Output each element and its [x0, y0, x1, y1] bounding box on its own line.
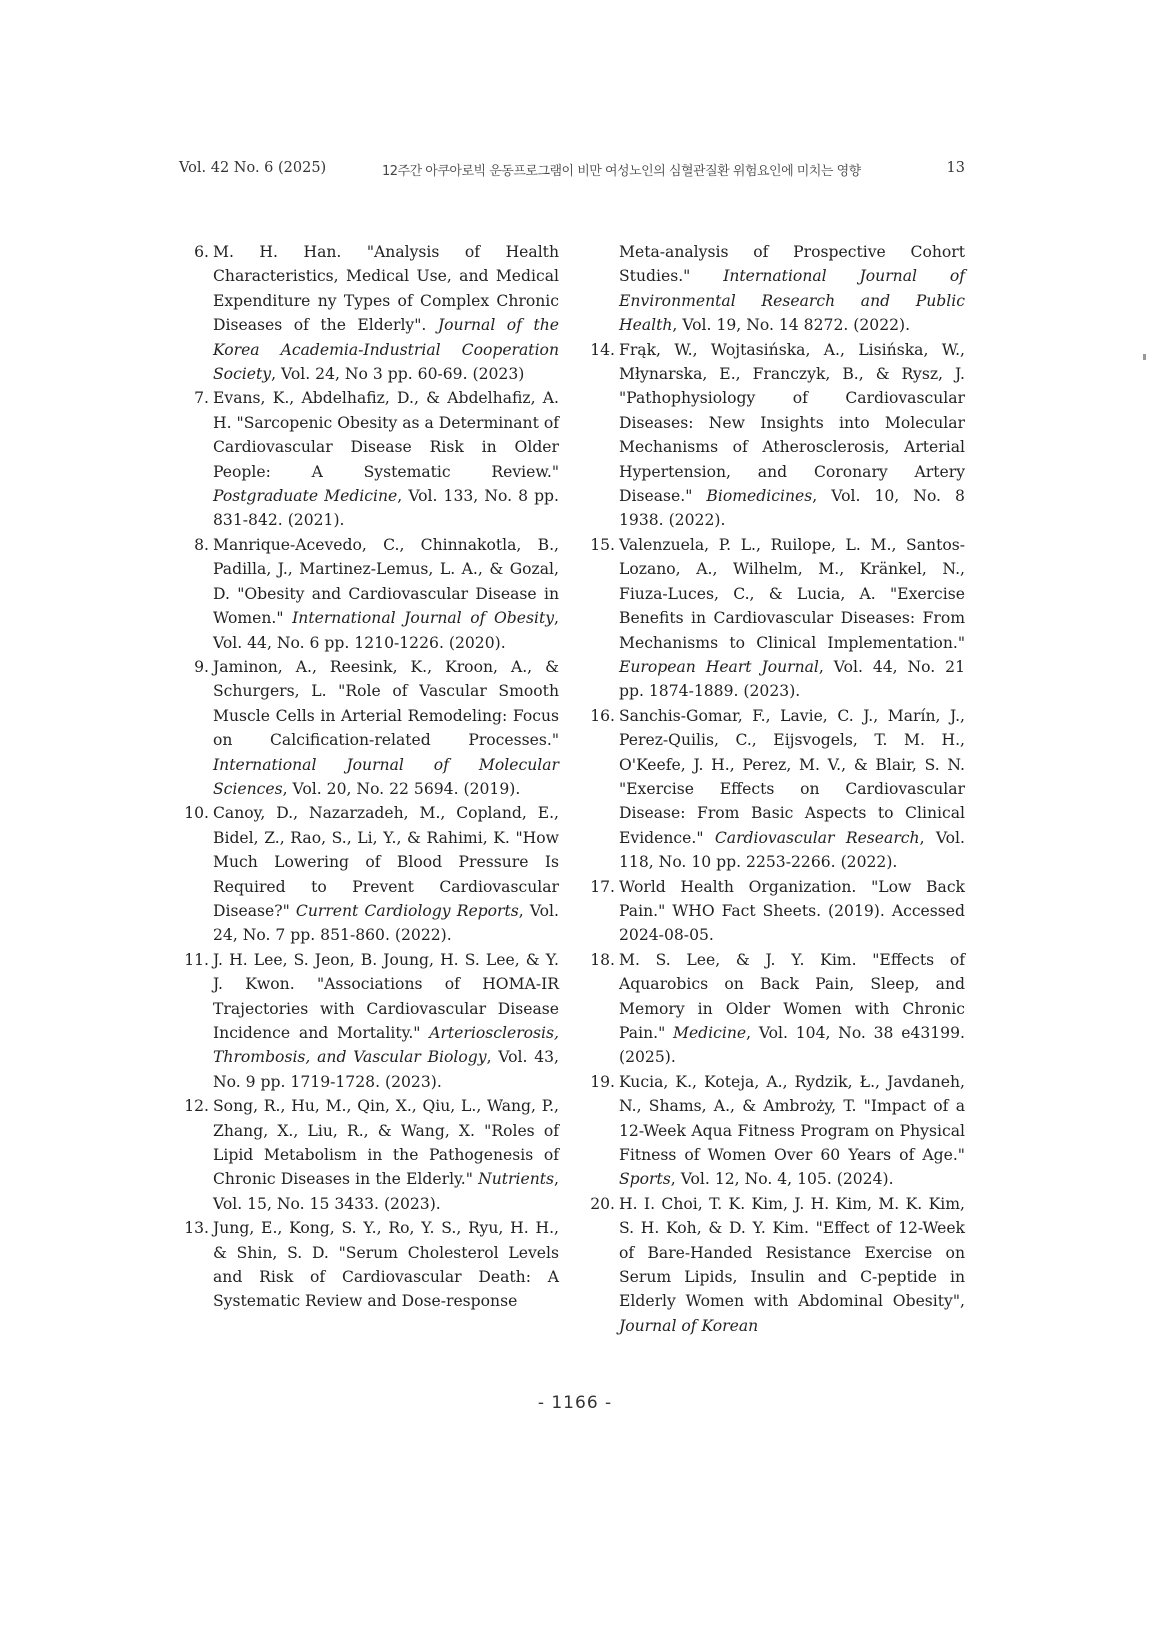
reference-item [179, 1094, 559, 1216]
reference-journal: Current Cardiology Reports [295, 901, 519, 920]
reference-text: J. H. Lee, S. Jeon, B. Joung, H. S. Lee, & Y. J. Kwon. "Associations of HOMA-IR Trajectories with Cardiovascular Disease Incidence and Mortality." [213, 950, 559, 1042]
reference-text: Jung, E., Kong, S. Y., Ro, Y. S., Ryu, H. H., & Shin, S. D. "Serum Cholesterol Levels and Risk of Cardiovascular Death: A Systematic Review and Dose-response [213, 1219, 559, 1311]
reference-text: Kucia, K., Koteja, A., Rydzik, Ł., Javdaneh, N., Shams, A., & Ambroży, T. "Impact of a 12-Week Aqua Fitness Program on Physical Fitness of Women Over 60 Years of Age." [619, 1072, 965, 1165]
reference-details: , Vol. 24, No 3 pp. 60-69. (2023) [271, 365, 525, 384]
reference-journal: Cardiovascular Research [714, 828, 920, 847]
reference-item [585, 948, 965, 1070]
references-column-right [585, 240, 965, 1338]
reference-journal: Biomedicines [706, 487, 813, 506]
reference-journal: Sports [619, 1170, 671, 1189]
reference-journal: Arteriosclerosis, Thrombosis, and Vascular Biology [213, 1024, 559, 1067]
reference-text: Song, R., Hu, M., Qin, X., Qiu, L., Wang, P., Zhang, X., Liu, R., & Wang, X. "Roles of Lipid Metabolism in the Pathogenesis of Chronic Diseases in the Elderly." [213, 1097, 559, 1189]
reference-item [179, 386, 559, 532]
reference-number: 16. [590, 706, 615, 725]
reference-number: 6. [194, 243, 209, 261]
reference-item [585, 875, 965, 948]
reference-details: , Vol. 24, No. 7 pp. 851-860. (2022). [213, 901, 559, 945]
reference-text: Frąk, W., Wojtasińska, A., Lisińska, W., Młynarska, E., Franczyk, B., & Rysz, J. "Pathophysiology of Cardiovascular Diseases: New Insights into Molecular Mechanisms of Atherosclerosis, Arterial Hypertension, and Coronary Artery Disease." [619, 340, 965, 506]
reference-item [585, 240, 965, 338]
reference-number: 10. [184, 804, 209, 823]
reference-journal: European Heart Journal [619, 657, 819, 676]
reference-item [585, 704, 965, 875]
reference-number: 8. [194, 535, 209, 554]
reference-item [179, 240, 559, 386]
article-short-title: 12주간 아쿠아로빅 운동프로그램이 비만 여성노인의 심혈관질환 위험요인에 미치는 영향 [382, 164, 861, 179]
reference-journal: Medicine [672, 1024, 747, 1042]
page-number: - 1166 - [537, 1393, 613, 1413]
reference-journal: International Journal of Molecular Sciences [213, 755, 559, 798]
reference-number: 15. [590, 535, 615, 554]
scan-edge-mark [1143, 354, 1146, 360]
reference-item [585, 1070, 965, 1192]
reference-item [585, 533, 965, 704]
reference-number: 17. [590, 877, 615, 896]
reference-text: Canoy, D., Nazarzadeh, M., Copland, E., Bidel, Z., Rao, S., Li, Y., & Rahimi, K. "How Much Lowering of Blood Pressure Is Required to Prevent Cardiovascular Disease?" [213, 804, 559, 920]
reference-details: , Vol. 118, No. 10 pp. 2253-2266. (2022). [619, 828, 965, 872]
reference-details: , Vol. 12, No. 4, 105. (2024). [670, 1170, 894, 1189]
reference-item [179, 801, 559, 947]
reference-journal: Nutrients [478, 1170, 555, 1189]
reference-text: Meta-analysis of Prospective Cohort Studies." [619, 243, 965, 286]
reference-journal: International Journal of Obesity [292, 609, 555, 628]
reference-text: M. S. Lee, & J. Y. Kim. "Effects of Aquarobics on Back Pain, Sleep, and Memory in Older Women with Chronic Pain." [619, 950, 965, 1042]
reference-number: 13. [184, 1219, 209, 1238]
reference-item [179, 1216, 559, 1314]
reference-journal: International Journal of Environmental Research and Public Health [619, 267, 965, 335]
references-column-left [179, 240, 559, 1314]
reference-details: , Vol. 104, No. 38 e43199. (2025). [619, 1024, 965, 1067]
reference-text: Evans, K., Abdelhafiz, D., & Abdelhafiz, A. H. "Sarcopenic Obesity as a Determinant of Cardiovascular Disease Risk in Older People: A Systematic Review." [213, 389, 559, 481]
reference-details: , Vol. 10, No. 8 1938. (2022). [619, 487, 965, 530]
reference-number: 20. [590, 1194, 615, 1213]
reference-details: , Vol. 15, No. 15 3433. (2023). [213, 1170, 559, 1213]
reference-number: 7. [194, 389, 209, 408]
reference-text: Valenzuela, P. L., Ruilope, L. M., Santos-Lozano, A., Wilhelm, M., Kränkel, N., Fiuza-Luces, C., & Lucia, A. "Exercise Benefits in Cardiovascular Diseases: From Mechanisms to Clinical Implementation." [619, 535, 965, 652]
reference-number: 19. [590, 1072, 615, 1091]
reference-item [179, 533, 559, 655]
reference-details: , Vol. 43, No. 9 pp. 1719-1728. (2023). [213, 1048, 559, 1091]
reference-number: 9. [194, 657, 209, 676]
reference-text: Jaminon, A., Reesink, K., Kroon, A., & Schurgers, L. "Role of Vascular Smooth Muscle Cells in Arterial Remodeling: Focus on Calcification-related Processes." [213, 657, 559, 750]
reference-number: 14. [590, 340, 615, 359]
reference-item [585, 338, 965, 533]
reference-details: , Vol. 20, No. 22 5694. (2019). [282, 779, 521, 798]
reference-journal: Postgraduate Medicine [213, 487, 398, 506]
reference-number: 18. [590, 950, 615, 969]
reference-text: Sanchis-Gomar, F., Lavie, C. J., Marín, J., Perez-Quilis, C., Eijsvogels, T. M. H., O'Keefe, J. H., Perez, M. V., & Blair, S. N. "Exercise Effects on Cardiovascular Disease: From Basic Aspects to Clinical Evidence." [619, 706, 965, 847]
reference-text: H. I. Choi, T. K. Kim, J. H. Kim, M. K. Kim, S. H. Koh, & D. Y. Kim. "Effect of 12-Week of Bare-Handed Resistance Exercise on Serum Lipids, Insulin and C-peptide in Elderly Women with Abdominal Obesity", [619, 1194, 965, 1311]
reference-details: , Vol. 44, No. 21 pp. 1874-1889. (2023). [619, 657, 965, 701]
reference-number: 12. [184, 1097, 209, 1116]
reference-details: , Vol. 44, No. 6 pp. 1210-1226. (2020). [213, 609, 559, 652]
reference-number: 11. [184, 950, 209, 969]
reference-details: , Vol. 133, No. 8 pp. 831-842. (2021). [213, 487, 559, 530]
reference-item [179, 655, 559, 801]
reference-journal: Journal of Korean [619, 1316, 759, 1335]
reference-text: World Health Organization. "Low Back Pain." WHO Fact Sheets. (2019). Accessed 2024-08-05. [619, 877, 965, 945]
header-page-number: 13 [946, 160, 965, 176]
reference-item [179, 948, 559, 1094]
reference-journal: Journal of the Korea Academia-Industrial Cooperation Society [213, 316, 559, 384]
reference-details: , Vol. 19, No. 14 8272. (2022). [672, 316, 911, 335]
reference-text: Manrique-Acevedo, C., Chinnakotla, B., Padilla, J., Martinez-Lemus, L. A., & Gozal, D. "Obesity and Cardiovascular Disease in Women." [213, 535, 559, 628]
journal-volume: Vol. 42 No. 6 (2025) [179, 160, 327, 176]
reference-item [585, 1192, 965, 1338]
reference-text: M. H. Han. "Analysis of Health Characteristics, Medical Use, and Medical Expenditure ny Types of Complex Chronic Diseases of the Elderly". [213, 243, 559, 335]
